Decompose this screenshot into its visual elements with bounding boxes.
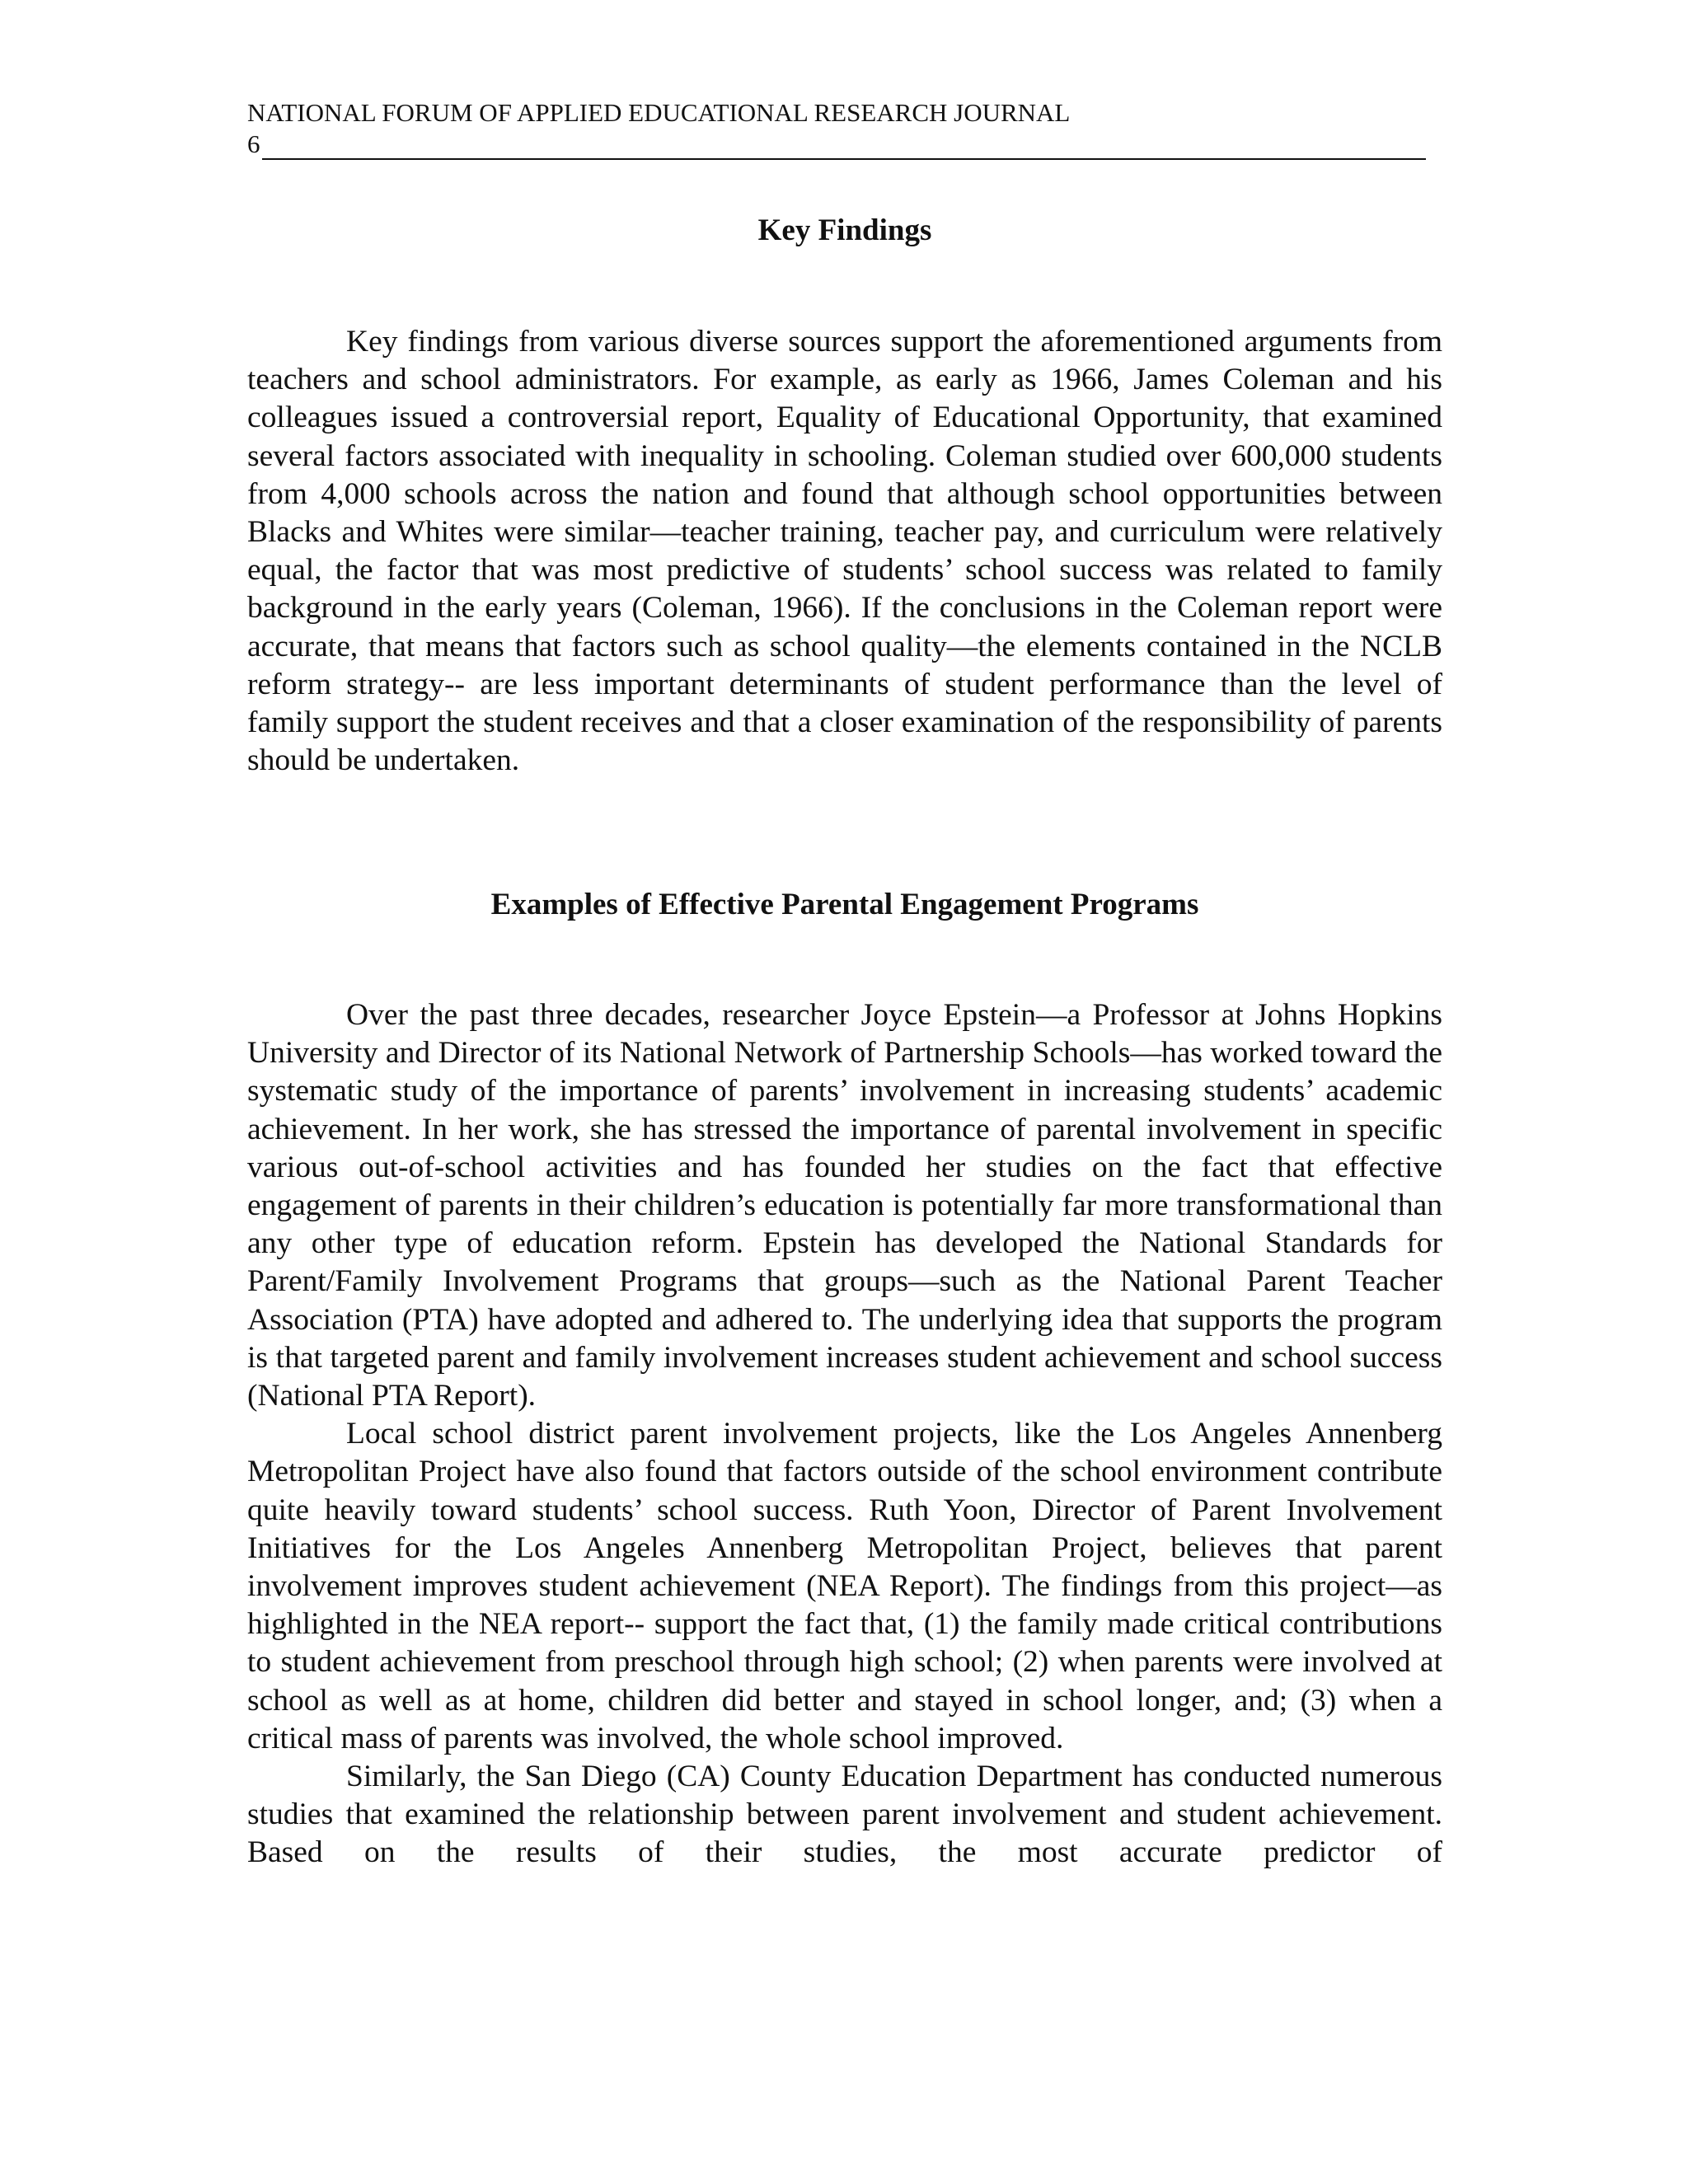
section-heading-key-findings: Key Findings — [757, 213, 932, 247]
page-number: 6 — [247, 129, 260, 158]
paragraph: Key findings from various diverse sources support the aforementioned arguments from teachers and school administrators. For example, as early as 1966, James Coleman and his colleagues issued a controversial report, Equality of Educational Opportunity, that examined several factors associated with inequality in schooling. Coleman studied over 600,000 students from 4,000 schools across the nation and found that although school opportunities between Blacks and Whites were similar—teacher training, teacher pay, and curriculum were relatively equal, the factor that was most predictive of students’ school success was related to family background in the early years (Coleman, 1966). If the conclusions in the Coleman report were accurate, that means that factors such as school quality—the elements contained in the NCLB reform strategy-- are less important determinants of student performance than the level of family support the student receives and that a closer examination of the responsibility of parents should be undertaken. — [247, 325, 1442, 778]
section-body-parental-engagement — [247, 996, 1442, 1872]
running-header — [247, 97, 1426, 160]
journal-title: NATIONAL FORUM OF APPLIED EDUCATIONAL RESEARCH JOURNAL — [247, 98, 1071, 127]
paragraph: Similarly, the San Diego (CA) County Education Department has conducted numerous studies that examined the relationship between parent involvement and student achievement. Based on the results of their studies, the most accurate predictor of — [247, 1760, 1442, 1870]
folio-line — [247, 129, 1426, 160]
header-rule — [262, 134, 1427, 160]
paragraph: Local school district parent involvement projects, like the Los Angeles Annenberg Metropolitan Project have also found that factors outside of the school environment contribute quite heavily toward students’ school success. Ruth Yoon, Director of Parent Involvement Initiatives for the Los Angeles Annenberg Metropolitan Project, believes that parent involvement improves student achievement (NEA Report). The findings from this project—as highlighted in the NEA report-- support the fact that, (1) the family made critical contributions to student achievement from preschool through high school; (2) when parents were involved at school as well as at home, children did better and stayed in school longer, and; (3) when a critical mass of parents was involved, the whole school improved. — [247, 1417, 1442, 1755]
section-heading-parental-engagement: Examples of Effective Parental Engagement Programs — [490, 888, 1199, 921]
paragraph: Over the past three decades, researcher Joyce Epstein—a Professor at Johns Hopkins University and Director of its National Network of Partnership Schools—has worked toward the systematic study of the importance of parents’ involvement in increasing students’ academic achievement. In her work, she has stressed the importance of parental involvement in specific various out-of-school activities and has founded her studies on the fact that effective engagement of parents in their children’s education is potentially far more transformational than any other type of education reform. Epstein has developed the National Standards for Parent/Family Involvement Programs that groups—such as the National Parent Teacher Association (PTA) have adopted and adhered to. The underlying idea that supports the program is that targeted parent and family involvement increases student achievement and school success (National PTA Report). — [247, 998, 1442, 1413]
section-body-key-findings — [247, 323, 1442, 780]
